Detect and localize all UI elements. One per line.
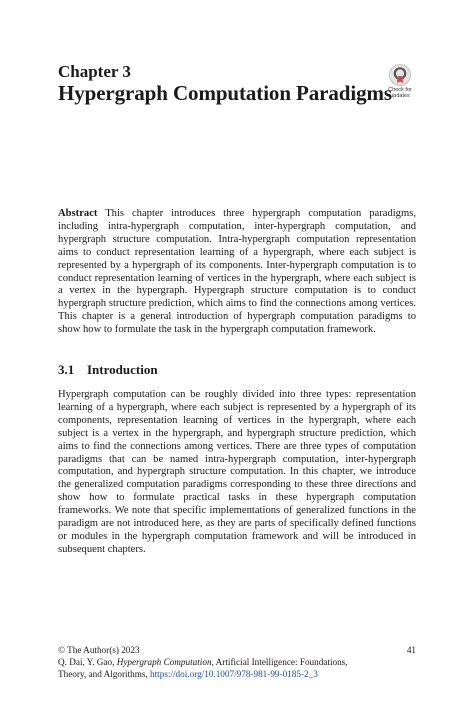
citation-line-2: [58, 668, 416, 680]
badge-text: [384, 87, 416, 99]
abstract-text: This chapter introduces three hypergraph computation paradigms, including intra-hypergraph computation, inter-hypergraph computation, and hypergraph structure computation. Intra-hypergraph computation representation aims to conduct representation learning of a hypergraph, where each subject is represented by a hypergraph of its components. Inter-hypergraph computation is to conduct representation learning of vertices in the hypergraph, where each subject is a vertex in the hypergraph. Hypergraph structure computation is to conduct hypergraph structure prediction, which aims to find the connections among vertices. This chapter is a general introduction of hypergraph computation paradigms to show how to formulate the task in the hypergraph computation framework.: [58, 208, 416, 336]
doi-link[interactable]: https://doi.org/10.1007/978-981-99-0185-2_3: [150, 669, 318, 680]
section-heading: [58, 362, 158, 378]
citation-series: , Artificial Intelligence: Foundations,: [211, 657, 348, 668]
page-footer: [58, 644, 416, 681]
introduction-paragraph: Hypergraph computation can be roughly divided into three types: representation learning of a hypergraph, where each subject is represented by a hypergraph of its components, representation learning of vertices in the hypergraph, where each subject is a vertex in the hypergraph, and hypergraph structure prediction, which aims to find the connections among vertices. There are three types of computation paradigms that can be named intra-hypergraph computation, inter-hypergraph computation, and hypergraph structure computation. In this chapter, we introduce the generalized computation paradigms corresponding to these three directions and show how to formulate practical tasks in these hypergraph computation frameworks. We note that specific implementations of generalized functions in the paradigm are not introduced here, as they are parts of specifically defined functions or modules in the hypergraph computation framework and will be introduced in subsequent chapters.: [58, 389, 416, 555]
abstract: [58, 208, 416, 337]
citation-book-title: Hypergraph Computation: [116, 657, 212, 668]
check-for-updates-icon: [389, 64, 411, 86]
page-number: 41: [406, 645, 416, 655]
chapter-label: Chapter 3: [58, 62, 131, 81]
copyright-line: © The Author(s) 2023: [58, 645, 140, 655]
citation-series-cont: Theory, and Algorithms,: [58, 669, 148, 680]
check-for-updates-badge[interactable]: [384, 64, 416, 104]
section-number: 3.1: [58, 362, 75, 377]
badge-line-1: Check for: [388, 87, 412, 93]
section-title: Introduction: [87, 362, 158, 377]
citation-authors: Q. Dai, Y. Gao,: [58, 657, 115, 668]
badge-line-2: updates: [390, 93, 410, 99]
citation-line: [58, 656, 416, 668]
abstract-label: Abstract: [58, 208, 98, 219]
chapter-title: Hypergraph Computation Paradigms: [58, 81, 392, 105]
